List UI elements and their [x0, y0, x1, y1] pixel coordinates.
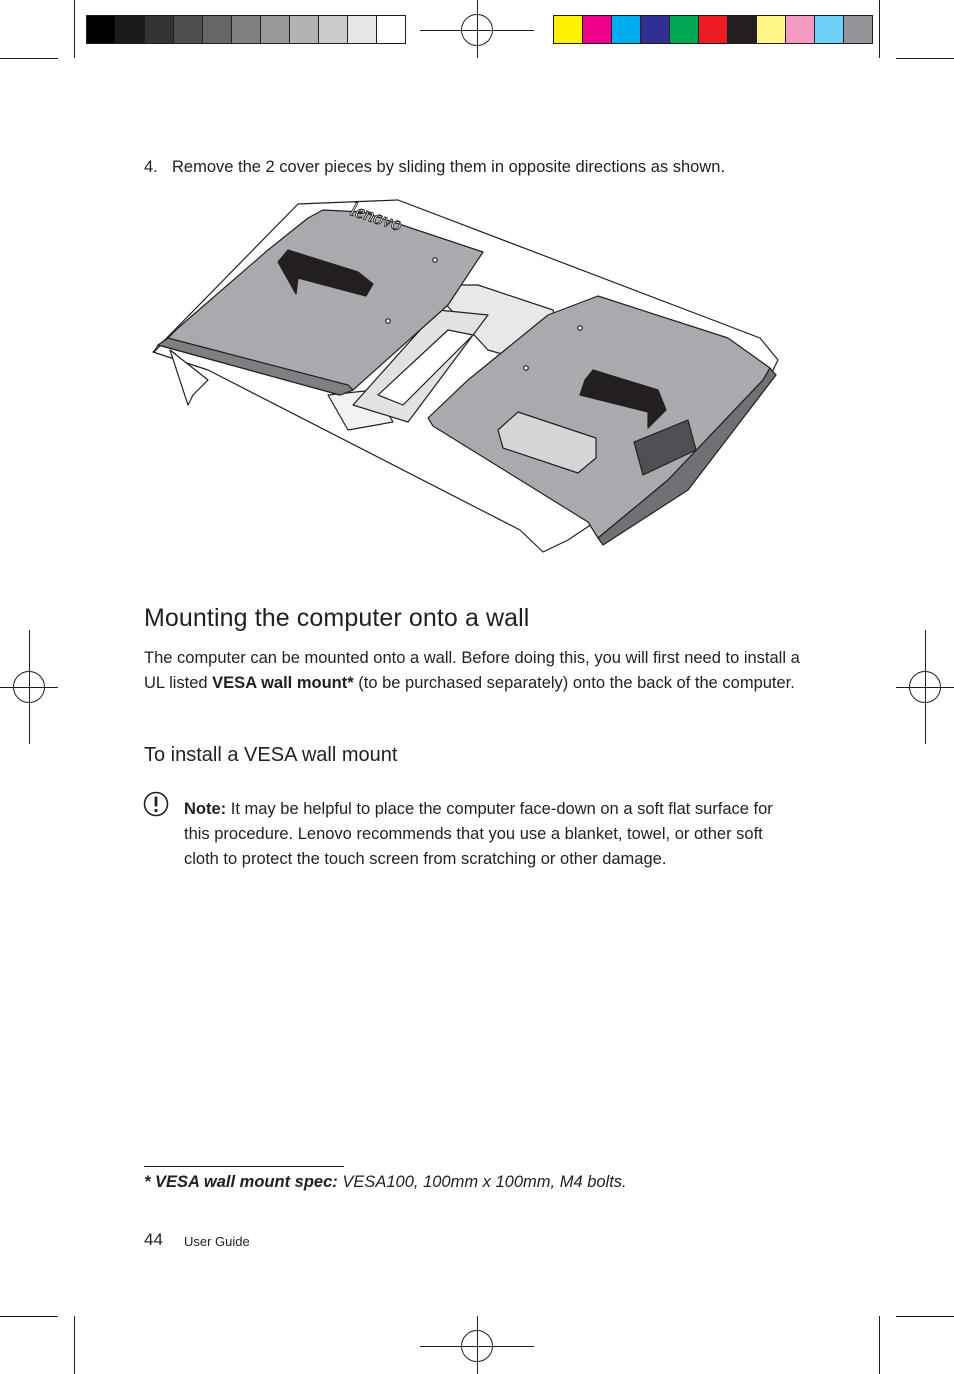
color-swatch [554, 16, 583, 43]
color-swatch [87, 16, 116, 43]
color-swatch [699, 16, 728, 43]
color-swatch [203, 16, 232, 43]
step-text: Remove the 2 cover pieces by sliding them in opposite directions as shown. [172, 158, 726, 176]
color-swatch [261, 16, 290, 43]
color-swatch [786, 16, 815, 43]
cover-removal-illustration [148, 190, 788, 562]
color-swatch [145, 16, 174, 43]
vesa-wall-mount-term: VESA wall mount* [212, 674, 354, 692]
color-swatch [116, 16, 145, 43]
color-swatch [641, 16, 670, 43]
color-swatch [757, 16, 786, 43]
footnote [144, 1173, 627, 1192]
color-swatch [670, 16, 699, 43]
footnote-divider [144, 1166, 344, 1167]
page-number: 44 [144, 1230, 163, 1249]
color-swatch [728, 16, 757, 43]
color-swatch [844, 16, 872, 43]
intro-text-end: (to be purchased separately) onto the back of the computer. [353, 674, 795, 692]
color-swatch [232, 16, 261, 43]
grayscale-color-bar [86, 15, 406, 44]
section-intro [144, 646, 804, 696]
footer-label: User Guide [184, 1234, 250, 1249]
color-swatch [612, 16, 641, 43]
color-swatch [377, 16, 405, 43]
section-title: Mounting the computer onto a wall [144, 604, 530, 632]
exclamation-circle-icon [143, 791, 169, 817]
intro-text-start: The computer can be mounted onto a wall. Before doing this, you will first need to install a UL listed [144, 649, 800, 692]
footnote-label: * VESA wall mount spec: [144, 1173, 338, 1191]
note-text: It may be helpful to place the computer face-down on a soft flat surface for this procedure. Lenovo recommends that you use a blanket, towel, or other soft cloth to protect the touch screen from scratching or other damage. [184, 800, 773, 868]
process-color-bar [553, 15, 873, 44]
step-4 [144, 158, 725, 177]
color-swatch [319, 16, 348, 43]
step-number: 4. [144, 158, 158, 176]
lenovo-logo: lenovo [347, 198, 405, 236]
color-swatch [815, 16, 844, 43]
note-paragraph [184, 797, 784, 872]
color-swatch [583, 16, 612, 43]
subsection-title: To install a VESA wall mount [144, 744, 398, 766]
footnote-text: VESA100, 100mm x 100mm, M4 bolts. [337, 1173, 627, 1191]
color-swatch [174, 16, 203, 43]
color-swatch [348, 16, 377, 43]
note-label: Note: [184, 800, 227, 818]
color-swatch [290, 16, 319, 43]
